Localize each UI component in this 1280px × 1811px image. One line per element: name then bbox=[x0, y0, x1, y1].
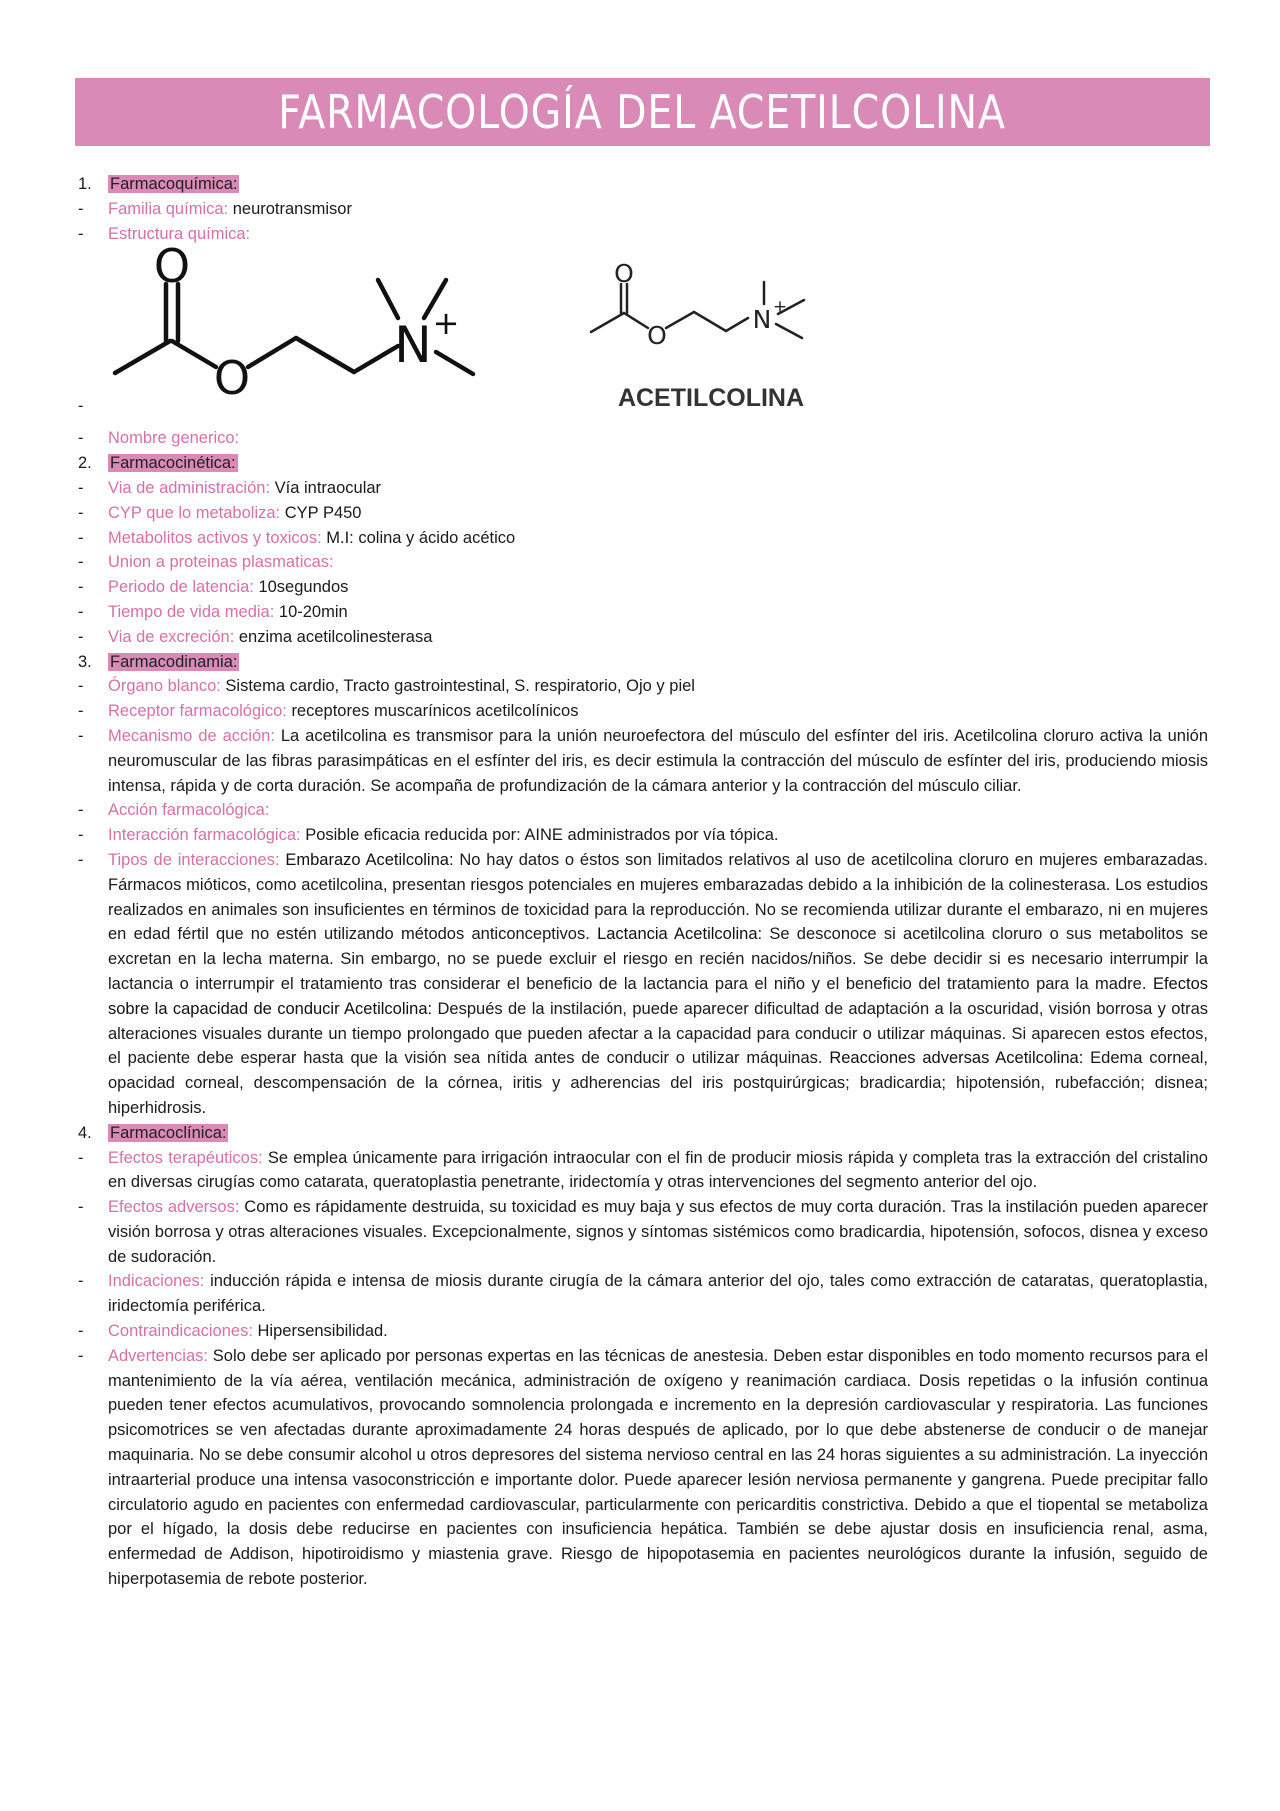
item-label: Periodo de latencia: bbox=[108, 578, 254, 597]
subheading-conducir: Efectos sobre la capacidad de conducir Acetilcolina: bbox=[108, 974, 1208, 1018]
acetylcholine-structure-small bbox=[588, 246, 848, 426]
item-label: CYP que lo metaboliza: bbox=[108, 503, 281, 522]
dash-marker: - bbox=[78, 801, 84, 820]
item-contraindicaciones bbox=[78, 1319, 1208, 1344]
acetylcholine-structure-large bbox=[108, 246, 528, 426]
item-label: Nombre generico: bbox=[108, 429, 240, 448]
item-label: Mecanismo de acción: bbox=[108, 726, 275, 745]
item-label: Efectos terapéuticos: bbox=[108, 1148, 263, 1167]
oxygen-atom-label: O bbox=[153, 246, 191, 294]
oxygen-atom-label: O bbox=[213, 351, 251, 406]
dash-marker: - bbox=[78, 224, 84, 243]
section-heading-farmacocinetica bbox=[78, 451, 1208, 476]
item-accion-farmacologica bbox=[78, 798, 1208, 823]
item-label: Interacción farmacológica: bbox=[108, 826, 301, 845]
dash-marker: - bbox=[78, 478, 84, 497]
item-value: receptores muscarínicos acetilcolínicos bbox=[291, 702, 579, 721]
item-label: Metabolitos activos y toxicos: bbox=[108, 528, 322, 547]
oxygen-atom-label: O bbox=[614, 259, 634, 289]
item-label: Contraindicaciones: bbox=[108, 1322, 253, 1341]
item-label: Advertencias: bbox=[108, 1346, 208, 1365]
item-value: CYP P450 bbox=[284, 503, 362, 522]
item-label: Union a proteinas plasmaticas: bbox=[108, 553, 334, 572]
item-value: Se emplea únicamente para irrigación intraocular con el fin de producir miosis rápida y completa tras la extracción del cristalino en diversas cirugías como catarata, queratoplastia penetrante, iridectomía y otras intervenciones del segmento anterior del ojo. bbox=[108, 1148, 1208, 1192]
subheading-embarazo: Embarazo Acetilcolina: bbox=[285, 850, 454, 869]
section-title: Farmacoclínica: bbox=[110, 1123, 227, 1142]
item-via-excrecion bbox=[78, 625, 1208, 650]
item-value: Posible eficacia reducida por: AINE administrados por vía tópica. bbox=[305, 826, 779, 845]
item-label: Indicaciones: bbox=[108, 1272, 205, 1291]
item-label: Tiempo de vida media: bbox=[108, 602, 275, 621]
item-metabolitos bbox=[78, 526, 1208, 551]
dash-marker: - bbox=[78, 1346, 84, 1365]
item-organo-blanco bbox=[78, 674, 1208, 699]
item-familia-quimica bbox=[78, 197, 1208, 222]
dash-marker: - bbox=[78, 1272, 84, 1291]
document-title: FARMACOLOGÍA DEL ACETILCOLINA bbox=[278, 85, 1007, 139]
item-value: enzima acetilcolinesterasa bbox=[238, 627, 433, 646]
item-label: Tipos de interacciones: bbox=[108, 850, 280, 869]
dash-marker: - bbox=[78, 553, 84, 572]
item-periodo-latencia bbox=[78, 575, 1208, 600]
dash-marker: - bbox=[78, 397, 84, 416]
item-value: Después de la instilación, puede aparecer dificultad de adaptación a la oscuridad, visión borrosa y otras alteraciones visuales durante un tiempo prolongado que pueden afectar a la capacidad para conducir o utilizar máquinas. Si aparecen estos efectos, el paciente debe esperar hasta que la visión sea nítida antes de conducir o utilizar máquinas. bbox=[108, 999, 1208, 1068]
item-indicaciones bbox=[78, 1269, 1208, 1319]
nitrogen-atom-label: N bbox=[394, 316, 432, 375]
item-value: 10-20min bbox=[278, 602, 348, 621]
item-advertencias bbox=[78, 1344, 1208, 1592]
item-via-administracion bbox=[78, 476, 1208, 501]
item-union-proteinas bbox=[78, 550, 1208, 575]
section-number: 4. bbox=[78, 1123, 92, 1142]
dash-marker: - bbox=[78, 1198, 84, 1217]
item-value: 10segundos bbox=[258, 578, 349, 597]
item-mecanismo-accion bbox=[78, 724, 1208, 798]
chemical-structure bbox=[78, 246, 1208, 426]
item-label: Receptor farmacológico: bbox=[108, 702, 287, 721]
item-value: Solo debe ser aplicado por personas expertas en las técnicas de anestesia. Deben estar disponibles en todo momento recursos para el mantenimiento de la vía aérea, ventilación mecánica, administración de oxígeno y reanimación cardiaca. Dosis repetidas o la infusión continua pueden tener efectos acumulativos, provocando somnolencia prolongada e incremento en la depresión cardiovascular y respiratoria. Las funciones psicomotrices se ven afectadas durante aproximadamente 24 horas después de aplicado, por lo que debe abstenerse de conducir o de manejar maquinaria. No se debe consumir alcohol u otros depresores del sistema nervioso central en las 24 horas siguientes a su administración. La inyección intraarterial produce una intensa vasoconstricción e importante dolor. Puede aparecer lesión nerviosa permanente y gangrena. Puede precipitar fallo circulatorio agudo en pacientes con enfermedad cardiovascular, particularmente con pericarditis constrictiva. Debido a que el tiopental se metaboliza por el hígado, la dosis debe reducirse en pacientes con insuficiencia hepática. También se debe ajustar dosis en insuficiencia renal, asma, enfermedad de Addison, hipotiroidismo y miastenia grave. Riesgo de hipopotasemia en pacientes neurológicos durante la infusión, seguido de hiperpotasemia de rebote posterior. bbox=[108, 1346, 1208, 1589]
dash-marker: - bbox=[78, 199, 84, 218]
dash-marker: - bbox=[78, 1322, 84, 1341]
section-number: 2. bbox=[78, 454, 92, 473]
item-interaccion-farmacologica bbox=[78, 823, 1208, 848]
item-label: Efectos adversos: bbox=[108, 1198, 240, 1217]
section-title: Farmacodinamia: bbox=[110, 652, 238, 671]
item-value: Sistema cardio, Tracto gastrointestinal, S. respiratorio, Ojo y piel bbox=[225, 677, 695, 696]
item-value: Edema corneal, opacidad corneal, descompensación de la córnea, iritis y adherencias del iris postquirúrgicas; bradicardia; hipotensión, rubefacción; disnea; hiperhidrosis. bbox=[108, 1049, 1208, 1117]
dash-marker: - bbox=[78, 627, 84, 646]
item-label: Familia química: bbox=[108, 199, 229, 218]
dash-marker: - bbox=[78, 528, 84, 547]
dash-marker: - bbox=[78, 602, 84, 621]
dash-marker: - bbox=[78, 578, 84, 597]
item-label: Acción farmacológica: bbox=[108, 801, 270, 820]
item-value: neurotransmisor bbox=[232, 199, 352, 218]
dash-marker: - bbox=[78, 702, 84, 721]
item-label: Órgano blanco: bbox=[108, 677, 221, 696]
item-value: No hay datos o éstos son limitados relativos al uso de acetilcolina cloruro en mujeres embarazadas. Fármacos mióticos, como acetilcolina, presentan riesgos potenciales en mujeres embarazadas debido a la inhibición de la colinesterasa. Los estudios realizados en animales son insuficientes en términos de toxicidad para la reproducción. No se recomienda utilizar durante el embarazo, ni en mujeres en edad fértil que no estén utilizando métodos anticonceptivos. bbox=[108, 850, 1209, 944]
item-nombre-generico bbox=[78, 426, 1208, 451]
section-heading-farmacoquimica bbox=[78, 172, 1208, 197]
dash-marker: - bbox=[78, 826, 84, 845]
section-title: Farmacoquímica: bbox=[110, 175, 238, 193]
item-cyp bbox=[78, 501, 1208, 526]
item-estructura-quimica bbox=[78, 222, 1208, 247]
item-vida-media bbox=[78, 600, 1208, 625]
subheading-lactancia: Lactancia Acetilcolina: bbox=[597, 925, 763, 944]
title-banner bbox=[75, 78, 1210, 146]
section-number: 3. bbox=[78, 652, 92, 671]
dash-marker: - bbox=[78, 429, 84, 448]
nitrogen-atom-label: N bbox=[752, 305, 772, 335]
item-value: Vía intraocular bbox=[274, 478, 382, 497]
section-number: 1. bbox=[78, 175, 92, 193]
item-receptor bbox=[78, 699, 1208, 724]
dash-marker: - bbox=[78, 503, 84, 522]
item-value: inducción rápida e intensa de miosis durante cirugía de la cámara anterior del ojo, tales como extracción de cataratas, queratoplastia, iridectomía periférica. bbox=[108, 1272, 1208, 1316]
section-heading-farmacodinamia bbox=[78, 650, 1208, 675]
item-efectos-adversos bbox=[78, 1195, 1208, 1269]
dash-marker: - bbox=[78, 726, 84, 745]
positive-charge-label: + bbox=[772, 297, 788, 318]
item-value: Se desconoce si acetilcolina cloruro o sus metabolitos se excretan en la lecha materna. Sin embargo, no se puede excluir el riesgo en recién nacidos/niños. Se debe decidir si es necesario interrumpir la lactancia o interrumpir el tratamiento tras considerar el beneficio de la lactancia para el niño y el beneficio del tratamiento para la madre. bbox=[108, 925, 1208, 993]
dash-marker: - bbox=[78, 677, 84, 696]
subheading-reacciones: Reacciones adversas Acetilcolina: bbox=[829, 1049, 1084, 1068]
section-title: Farmacocinética: bbox=[110, 454, 236, 473]
item-label: Estructura química: bbox=[108, 224, 251, 243]
section-heading-farmacoclinica bbox=[78, 1121, 1208, 1146]
item-value: Hipersensibilidad. bbox=[257, 1322, 388, 1341]
structure-caption: ACETILCOLINA bbox=[617, 384, 805, 413]
oxygen-atom-label: O bbox=[647, 321, 667, 351]
item-value: Como es rápidamente destruida, su toxicidad es muy baja y sus efectos de muy corta duración. Tras la instilación pueden aparecer visión borrosa y otras alteraciones visuales. Excepcionalmente, signos y síntomas sistémicos como bradicardia, hipotensión, sofocos, disnea y exceso de sudoración. bbox=[108, 1198, 1208, 1266]
item-value: M.I: colina y ácido acético bbox=[326, 528, 516, 547]
item-efectos-terapeuticos bbox=[78, 1146, 1208, 1196]
dash-marker: - bbox=[78, 1148, 84, 1167]
item-label: Via de excreción: bbox=[108, 627, 235, 646]
item-value: La acetilcolina es transmisor para la unión neuroefectora del músculo del esfínter del iris. Acetilcolina cloruro activa la unión neuromuscular de las fibras parasimpáticas en el esfínter del iris, es decir estimula la contracción del músculo de esfínter del iris, produciendo miosis intensa, rápida y de corta duración. Se acompaña de profundización de la cámara anterior y la contracción del músculo ciliar. bbox=[108, 726, 1208, 795]
item-tipos-interacciones bbox=[78, 848, 1208, 1121]
document-content bbox=[78, 172, 1208, 1592]
dash-marker: - bbox=[78, 850, 84, 869]
positive-charge-label: + bbox=[432, 304, 460, 343]
item-label: Via de administración: bbox=[108, 478, 271, 497]
